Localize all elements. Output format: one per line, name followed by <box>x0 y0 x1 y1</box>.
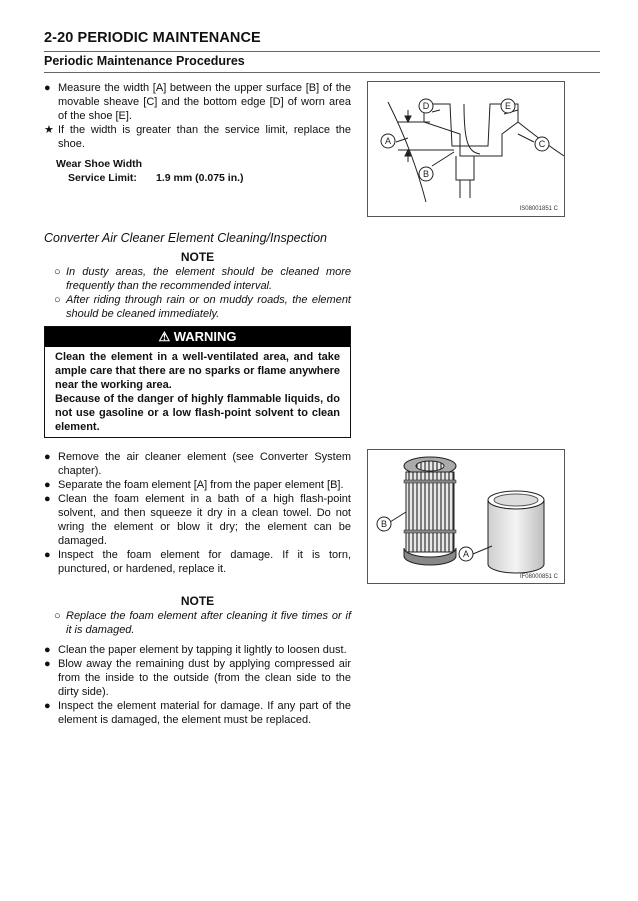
warning-box <box>44 326 351 438</box>
spec-row <box>44 171 351 185</box>
bullet-icon: ● <box>44 82 51 94</box>
circle-bullet-icon: ○ <box>54 610 61 622</box>
figure-code: IS08001851 C <box>519 206 558 212</box>
note-2 <box>44 593 351 637</box>
label-b: B <box>422 169 430 179</box>
section-title: Periodic Maintenance Procedures <box>44 54 245 68</box>
spec-value: 1.9 mm (0.075 in.) <box>156 172 244 184</box>
air-cleaner-diagram <box>368 450 564 583</box>
figure-shoe-measurement <box>367 81 565 217</box>
figure-code: IF08000851 C <box>519 574 558 580</box>
wear-shoe-instructions <box>44 81 351 185</box>
circle-bullet-icon: ○ <box>54 294 61 306</box>
warning-icon: ⚠ <box>158 329 171 344</box>
shoe-diagram <box>368 82 564 216</box>
bullet-icon: ● <box>44 451 51 463</box>
cleaning-steps <box>44 450 351 576</box>
list-item: ● Inspect the element material for damage. If any part of the element is damaged, the element must be replaced. <box>44 700 351 726</box>
label-c: C <box>538 139 546 149</box>
warning-heading: ⚠ WARNING <box>45 327 350 347</box>
list-item: ● Blow away the remaining dust by applying compressed air from the inside to the outside (from the clean side to the dirty side). <box>44 658 351 698</box>
bullet-icon: ● <box>44 700 51 712</box>
bullet-icon: ● <box>44 493 51 505</box>
circle-bullet-icon: ○ <box>54 266 61 278</box>
list-item: ● Remove the air cleaner element (see Converter System chapter). <box>44 451 351 477</box>
note-item: ○ After riding through rain or on muddy roads, the element should be cleaned immediately. <box>54 294 351 320</box>
label-e: E <box>504 101 512 111</box>
bullet-icon: ● <box>44 479 51 491</box>
label-b: B <box>380 519 388 529</box>
list-item: ● Clean the paper element by tapping it lightly to loosen dust. <box>44 644 347 656</box>
note-item: ○ In dusty areas, the element should be cleaned more frequently than the recommended interval. <box>54 266 351 292</box>
list-item: ● Separate the foam element [A] from the paper element [B]. <box>44 479 344 491</box>
list-item: ● Measure the width [A] between the upper surface [B] of the movable sheave [C] and the bottom edge [D] of worn area of the shoe [E]. <box>44 82 351 122</box>
label-a: A <box>384 136 392 146</box>
page-header-title: 2-20 PERIODIC MAINTENANCE <box>44 30 261 46</box>
warning-text: Clean the element in a well-ventilated area, and take ample care that there are no sparks or flame anywhere near the working area. Because of the danger of highly flammable liquids, do not use gasoline or a low flash-point solvent to clean element. <box>55 351 340 433</box>
list-item: ● Clean the foam element in a bath of a high flash-point solvent, and then squeeze it dry in a clean towel. Do not wring the element or blow it dry; the element can be damaged. <box>44 493 351 547</box>
list-item: ★ If the width is greater than the service limit, replace the shoe. <box>44 124 351 150</box>
note-1 <box>44 249 351 321</box>
header-rule <box>44 51 600 52</box>
note-item: ○ Replace the foam element after cleaning it five times or if it is damaged. <box>54 610 351 636</box>
paper-element-steps <box>44 643 351 727</box>
figure-air-cleaner-elements <box>367 449 565 584</box>
star-icon: ★ <box>44 124 54 136</box>
note-heading: NOTE <box>180 594 215 608</box>
spec-title: Wear Shoe Width <box>56 158 143 170</box>
bullet-icon: ● <box>44 658 51 670</box>
section2-title: Converter Air Cleaner Element Cleaning/Inspection <box>44 231 328 245</box>
bullet-icon: ● <box>44 549 51 561</box>
bullet-icon: ● <box>44 644 51 656</box>
label-a: A <box>462 549 470 559</box>
spec-label: Service Limit: <box>68 172 137 184</box>
note-heading: NOTE <box>180 250 215 264</box>
label-d: D <box>422 101 430 111</box>
list-item: ● Inspect the foam element for damage. If it is torn, punctured, or hardened, replace it. <box>44 549 351 575</box>
section-rule <box>44 72 600 73</box>
